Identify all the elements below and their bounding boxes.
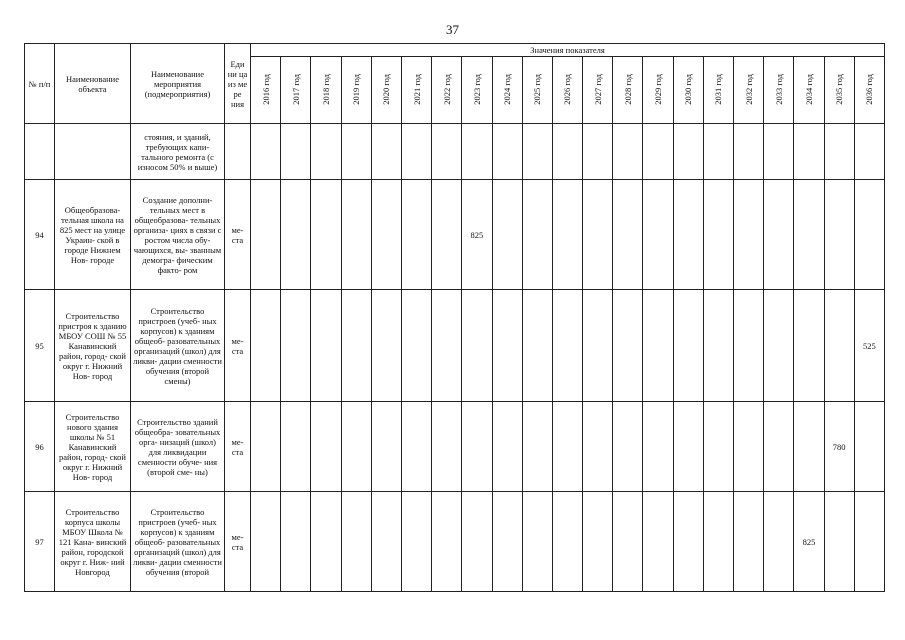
header-year: 2025 год (522, 57, 552, 124)
header-year: 2021 год (401, 57, 431, 124)
row-value (734, 290, 764, 402)
row-value (703, 180, 733, 290)
row-measure: Строительство пристроев (учеб- ных корпусов) к зданиям общеоб- разовательных организаций (школ) для ликви- дации сменности обучения (второй (131, 492, 225, 592)
header-measure: Наименование мероприятия (подмероприятия) (131, 44, 225, 124)
row-value (643, 180, 673, 290)
header-year: 2027 год (583, 57, 613, 124)
row-value (703, 402, 733, 492)
row-value (583, 290, 613, 402)
row-value: 780 (824, 402, 854, 492)
row-value (251, 180, 281, 290)
row-object: Строительство корпуса школы МБОУ Школа № 121 Кана- винский район, городской округ г. Ниж- ний Новгород (55, 492, 131, 592)
row-value (854, 402, 884, 492)
row-value (583, 492, 613, 592)
header-year: 2034 год (794, 57, 824, 124)
row-value (703, 492, 733, 592)
row-value (462, 492, 492, 592)
row-value (311, 402, 341, 492)
row-object: Строительство пристроя к зданию МБОУ СОШ № 55 Канавинский район, город- ской округ г. Нижний Нов- город (55, 290, 131, 402)
row-value (281, 180, 311, 290)
row-value (643, 402, 673, 492)
row-value (281, 290, 311, 402)
row-value (462, 124, 492, 180)
header-year: 2020 год (371, 57, 401, 124)
row-value (371, 402, 401, 492)
row-value (371, 290, 401, 402)
row-value (643, 492, 673, 592)
header-year: 2017 год (281, 57, 311, 124)
row-value (432, 290, 462, 402)
row-value (492, 402, 522, 492)
row-value (522, 402, 552, 492)
row-value (251, 290, 281, 402)
header-year: 2032 год (734, 57, 764, 124)
row-value (492, 492, 522, 592)
row-value: 825 (462, 180, 492, 290)
row-value (552, 180, 582, 290)
row-value (673, 180, 703, 290)
row-value (764, 402, 794, 492)
row-value (522, 124, 552, 180)
row-unit (225, 124, 251, 180)
row-value (311, 290, 341, 402)
row-value (401, 402, 431, 492)
row-value (613, 492, 643, 592)
header-year: 2022 год (432, 57, 462, 124)
row-num: 94 (25, 180, 55, 290)
table-row (25, 492, 885, 592)
row-value (281, 492, 311, 592)
header-year: 2018 год (311, 57, 341, 124)
row-value (703, 290, 733, 402)
header-object: Наименование объекта (55, 44, 131, 124)
row-value (854, 180, 884, 290)
row-value (734, 492, 764, 592)
header-year: 2026 год (552, 57, 582, 124)
row-object: Общеобразова- тельная школа на 825 мест на улице Украин- ской в городе Нижнем Нов- городе (55, 180, 131, 290)
row-value (613, 180, 643, 290)
row-value (492, 290, 522, 402)
row-value (794, 290, 824, 402)
row-value (522, 290, 552, 402)
row-value (462, 290, 492, 402)
row-value (613, 402, 643, 492)
row-value (251, 492, 281, 592)
row-value (734, 402, 764, 492)
row-value (552, 124, 582, 180)
row-value (341, 402, 371, 492)
row-value (703, 124, 733, 180)
row-value (854, 492, 884, 592)
row-value (734, 124, 764, 180)
indicator-table (24, 43, 885, 592)
row-object: Строительство нового здания школы № 51 Канавинский район, город- ской округ г. Нижний Нов- город (55, 402, 131, 492)
row-value (583, 180, 613, 290)
row-value (794, 180, 824, 290)
header-year: 2036 год (854, 57, 884, 124)
table-row (25, 402, 885, 492)
header-year: 2031 год (703, 57, 733, 124)
row-value (281, 124, 311, 180)
header-unit: Еди ни ца из ме ре ния (225, 44, 251, 124)
row-measure: стояния, и зданий, требующих капи- тального ремонта (с износом 50% и выше) (131, 124, 225, 180)
row-value (401, 180, 431, 290)
header-year: 2030 год (673, 57, 703, 124)
row-value (824, 492, 854, 592)
row-value (673, 124, 703, 180)
header-year: 2016 год (251, 57, 281, 124)
row-value (583, 124, 613, 180)
row-measure: Строительство пристроев (учеб- ных корпусов) к зданиям общеоб- разовательных организаций (школ) для ликви- дации сменности обучения (второй смены) (131, 290, 225, 402)
row-value (401, 492, 431, 592)
header-year: 2028 год (613, 57, 643, 124)
row-value (371, 124, 401, 180)
page-number: 37 (446, 22, 459, 37)
row-unit: ме- ста (225, 402, 251, 492)
row-measure: Создание дополни- тельных мест в общеобразова- тельных организа- циях в связи с ростом числа обу- чающихся, вы- званным демогра- фическим факто- ром (131, 180, 225, 290)
row-value (492, 124, 522, 180)
header-values-group: Значения показателя (251, 44, 885, 57)
header-year: 2035 год (824, 57, 854, 124)
row-value (432, 180, 462, 290)
row-value (824, 290, 854, 402)
table-row (25, 124, 885, 180)
row-value (311, 124, 341, 180)
row-value (673, 492, 703, 592)
row-value (341, 180, 371, 290)
table-row (25, 180, 885, 290)
row-num: 95 (25, 290, 55, 402)
row-value (643, 124, 673, 180)
row-value (341, 290, 371, 402)
header-year: 2029 год (643, 57, 673, 124)
row-value (673, 402, 703, 492)
row-measure: Строительство зданий общеобра- зовательных орга- низаций (школ) для ликвидации сменности обуче- ния (второй сме- ны) (131, 402, 225, 492)
header-year: 2024 год (492, 57, 522, 124)
row-num: 96 (25, 402, 55, 492)
row-value (764, 290, 794, 402)
row-value (492, 180, 522, 290)
row-value (734, 180, 764, 290)
table-row (25, 290, 885, 402)
row-value (643, 290, 673, 402)
row-value (251, 124, 281, 180)
row-value (401, 124, 431, 180)
row-value (613, 124, 643, 180)
row-num: 97 (25, 492, 55, 592)
row-value (764, 492, 794, 592)
row-num (25, 124, 55, 180)
row-value (764, 180, 794, 290)
row-value (401, 290, 431, 402)
row-value (824, 180, 854, 290)
header-year: 2019 год (341, 57, 371, 124)
row-value (341, 124, 371, 180)
header-year: 2033 год (764, 57, 794, 124)
row-value (432, 124, 462, 180)
row-value (552, 402, 582, 492)
header-num: № п/п (25, 44, 55, 124)
row-value (371, 180, 401, 290)
row-value (311, 492, 341, 592)
row-value (794, 402, 824, 492)
row-value (522, 492, 552, 592)
row-object (55, 124, 131, 180)
row-value (673, 290, 703, 402)
row-value (522, 180, 552, 290)
row-value (552, 290, 582, 402)
row-value (764, 124, 794, 180)
header-year: 2023 год (462, 57, 492, 124)
row-value (341, 492, 371, 592)
row-value (371, 492, 401, 592)
row-value (854, 124, 884, 180)
row-value (432, 402, 462, 492)
row-value (311, 180, 341, 290)
row-value (552, 492, 582, 592)
row-value (251, 402, 281, 492)
row-value (824, 124, 854, 180)
row-value (281, 402, 311, 492)
row-unit: ме- ста (225, 180, 251, 290)
row-value (583, 402, 613, 492)
row-value (613, 290, 643, 402)
row-value: 825 (794, 492, 824, 592)
row-value (462, 402, 492, 492)
row-value (794, 124, 824, 180)
row-unit: ме- ста (225, 492, 251, 592)
row-unit: ме- ста (225, 290, 251, 402)
row-value (432, 492, 462, 592)
row-value: 525 (854, 290, 884, 402)
